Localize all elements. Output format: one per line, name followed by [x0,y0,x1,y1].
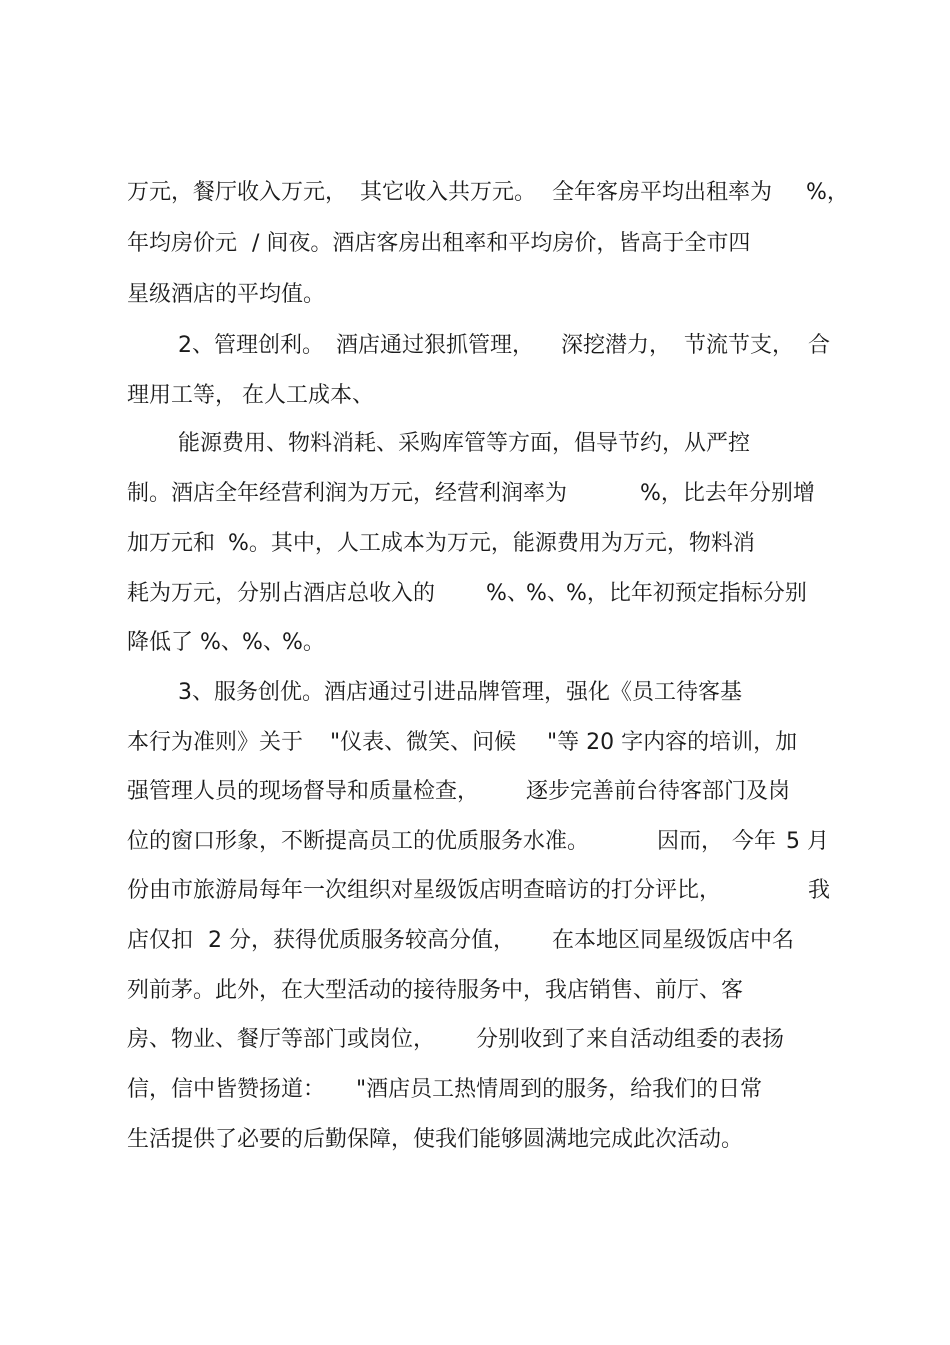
text-line-3 [0,277,950,313]
text-line-11 [0,675,950,711]
text-segment: 店仅扣 [127,928,194,953]
text-segment: 3、服务创优。酒店通过引进品牌管理，强化《员工待客基 [178,680,742,705]
text-segment: 耗为万元，分别占酒店总收入的 [127,581,436,606]
text-line-12 [0,725,950,761]
text-segment: 理用工等， [127,383,238,408]
text-segment: 信，信中皆赞扬道： [127,1077,326,1102]
text-segment: 能源费用、物料消耗、采购库管等方面，倡导节约，从严控 [178,431,751,456]
text-segment: 强管理人员的现场督导和质量检查， [127,779,480,804]
text-segment: 全年客房平均出租率为 [552,180,773,205]
text-segment: 2 分，获得优质服务较高分值， [208,928,515,953]
text-segment: 在人工成本、 [242,383,375,408]
text-line-16 [0,923,950,959]
text-segment: %， [806,180,849,205]
text-segment: %、 [242,630,285,655]
text-line-20 [0,1122,950,1158]
text-line-6 [0,426,950,462]
text-segment: 制。酒店全年经营利润为万元，经营利润率为 [127,481,568,506]
text-segment: 酒店通过狠抓管理， [336,333,535,358]
text-line-13 [0,774,950,810]
text-line-7 [0,476,950,512]
text-segment: 加万元和 [127,531,216,556]
text-segment: 分别收到了来自活动组委的表扬 [476,1027,785,1052]
text-segment: 生活提供了必要的后勤保障，使我们能够圆满地完成此次活动。 [127,1127,744,1152]
text-segment: 2、管理创利。 [178,333,324,358]
text-segment: 列前茅。此外，在大型活动的接待服务中，我店销售、前厅、客 [127,978,744,1003]
text-segment: "等 20 字内容的培训，加 [547,730,798,755]
text-segment: 合 [808,333,831,358]
text-line-5 [0,378,950,414]
text-segment: 年均房价元 [127,231,238,256]
text-segment: 今年 [732,829,777,854]
text-segment: 位的窗口形象，不断提高员工的优质服务水准。 [127,829,590,854]
text-segment: "仪表、微笑、问候 [330,730,517,755]
text-segment: 万元，餐厅收入万元， [127,180,348,205]
text-segment: %、 [526,581,569,606]
text-segment: 因而， [657,829,724,854]
text-line-1 [0,175,950,211]
text-segment: 节流节支， [684,333,795,358]
text-segment: %，比去年分别增 [640,481,815,506]
text-segment: 深挖潜力， [561,333,672,358]
text-segment: 其它收入共万元。 [360,180,537,205]
text-segment: 房、物业、餐厅等部门或岗位， [127,1027,436,1052]
text-segment: %。其中，人工成本为万元，能源费用为万元，物料消 [228,531,755,556]
text-segment: 本行为准则》关于 [127,730,304,755]
text-line-19 [0,1072,950,1108]
text-segment: %。 [282,630,325,655]
text-line-15 [0,873,950,909]
text-line-14 [0,824,950,860]
text-line-2 [0,226,950,262]
text-segment: 在本地区同星级饭店中名 [552,928,795,953]
text-segment: 降低了 %、 [127,630,243,655]
text-line-10 [0,625,950,661]
text-line-8 [0,526,950,562]
text-segment: 星级酒店的平均值。 [127,282,326,307]
text-segment: 我 [808,878,831,903]
text-segment: %，比年初预定指标分别 [566,581,807,606]
text-line-4 [0,328,950,364]
text-segment: 逐步完善前台待客部门及岗 [526,779,791,804]
text-segment: / 间夜。酒店客房出租率和平均房价，皆高于全市四 [252,231,751,256]
text-line-17 [0,973,950,1009]
text-line-9 [0,576,950,612]
text-segment: 份由市旅游局每年一次组织对星级饭店明查暗访的打分评比， [127,878,722,903]
text-segment: %、 [486,581,529,606]
text-segment: "酒店员工热情周到的服务，给我们的日常 [356,1077,763,1102]
text-line-18 [0,1022,950,1058]
text-segment: 5 月 [786,829,829,854]
